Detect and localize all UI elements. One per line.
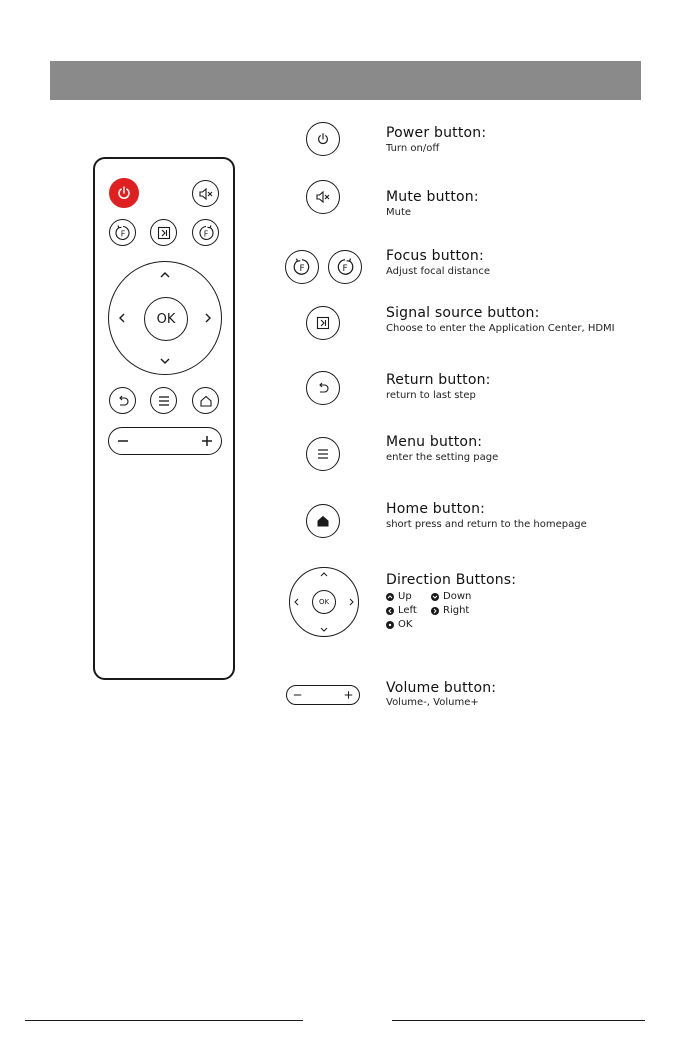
legend-volume-rocker <box>286 685 360 705</box>
direction-up-label: Up <box>398 591 412 602</box>
volume-button-title: Volume button: <box>386 680 497 696</box>
direction-right-label: Right <box>443 605 470 616</box>
footer-rule-right <box>392 1020 645 1021</box>
remote-focus-plus-button <box>192 219 219 246</box>
remote-menu-button <box>150 387 177 414</box>
return-icon <box>115 393 131 409</box>
footer-rule-left <box>25 1020 303 1021</box>
focus-button-title: Focus button: <box>386 248 484 264</box>
direction-buttons-title: Direction Buttons: <box>386 572 517 588</box>
legend-ok-label: OK <box>318 598 330 606</box>
left-arrow-icon <box>386 607 394 615</box>
up-arrow-icon <box>386 593 394 601</box>
svg-text:F: F <box>299 263 305 274</box>
remote-control-illustration <box>93 157 235 680</box>
legend-signal-source-icon-circle <box>306 306 340 340</box>
mute-button-title: Mute button: <box>386 189 479 205</box>
remote-ok-label: OK <box>156 311 176 327</box>
direction-left-item <box>386 604 431 618</box>
remote-volume-rocker <box>108 427 222 455</box>
remote-ok-button <box>144 297 188 341</box>
focus-icon <box>114 224 132 242</box>
power-button-desc: Turn on/off <box>386 143 440 154</box>
signal-source-icon <box>156 225 172 241</box>
focus-icon <box>335 257 355 277</box>
home-button-desc: short press and return to the homepage <box>386 519 587 530</box>
legend-mute-icon-circle <box>306 180 340 214</box>
direction-buttons-list <box>386 590 476 632</box>
home-icon <box>316 514 330 528</box>
legend-menu-icon-circle <box>306 437 340 471</box>
focus-icon <box>292 257 312 277</box>
return-icon <box>315 380 331 396</box>
plus-icon <box>201 435 213 447</box>
power-button-title: Power button: <box>386 125 487 141</box>
menu-button-title: Menu button: <box>386 434 483 450</box>
focus-button-desc: Adjust focal distance <box>386 266 491 277</box>
svg-text:F: F <box>203 229 208 238</box>
direction-ok-label: OK <box>398 619 413 630</box>
power-icon <box>116 185 132 201</box>
signal-source-button-title: Signal source button: <box>386 305 540 321</box>
direction-down-item <box>431 590 476 604</box>
section-header-bar <box>50 61 641 100</box>
return-button-desc: return to last step <box>386 390 476 401</box>
signal-source-icon <box>315 315 331 331</box>
direction-down-label: Down <box>443 591 472 602</box>
return-button-title: Return button: <box>386 372 491 388</box>
mute-button-desc: Mute <box>386 207 412 218</box>
remote-return-button <box>109 387 136 414</box>
volume-button-desc: Volume-, Volume+ <box>386 697 479 708</box>
menu-icon <box>157 395 171 407</box>
legend-home-icon-circle <box>306 504 340 538</box>
mute-icon <box>198 187 214 201</box>
legend-power-icon-circle <box>306 122 340 156</box>
remote-mute-button <box>192 180 219 207</box>
ok-dot-icon <box>386 621 394 629</box>
legend-focus-plus-icon-circle <box>328 250 362 284</box>
svg-text:F: F <box>120 229 125 238</box>
direction-right-item <box>431 604 476 618</box>
down-arrow-icon <box>431 593 439 601</box>
direction-left-label: Left <box>398 605 417 616</box>
legend-return-icon-circle <box>306 371 340 405</box>
legend-ok-button <box>312 590 336 614</box>
minus-icon <box>117 435 129 447</box>
mute-icon <box>315 190 331 204</box>
direction-ok-item <box>386 618 431 632</box>
power-icon <box>316 132 330 146</box>
legend-focus-minus-icon-circle <box>285 250 319 284</box>
remote-signal-source-button <box>150 219 177 246</box>
focus-icon <box>197 224 215 242</box>
remote-power-button <box>109 178 139 208</box>
home-button-title: Home button: <box>386 501 486 517</box>
signal-source-button-desc: Choose to enter the Application Center, HDMI <box>386 323 615 334</box>
remote-focus-minus-button <box>109 219 136 246</box>
direction-up-item <box>386 590 431 604</box>
menu-icon <box>316 448 330 460</box>
svg-text:F: F <box>342 263 348 274</box>
home-icon <box>199 394 213 408</box>
minus-icon <box>293 691 302 700</box>
remote-home-button <box>192 387 219 414</box>
plus-icon <box>344 691 353 700</box>
right-arrow-icon <box>431 607 439 615</box>
menu-button-desc: enter the setting page <box>386 452 499 463</box>
